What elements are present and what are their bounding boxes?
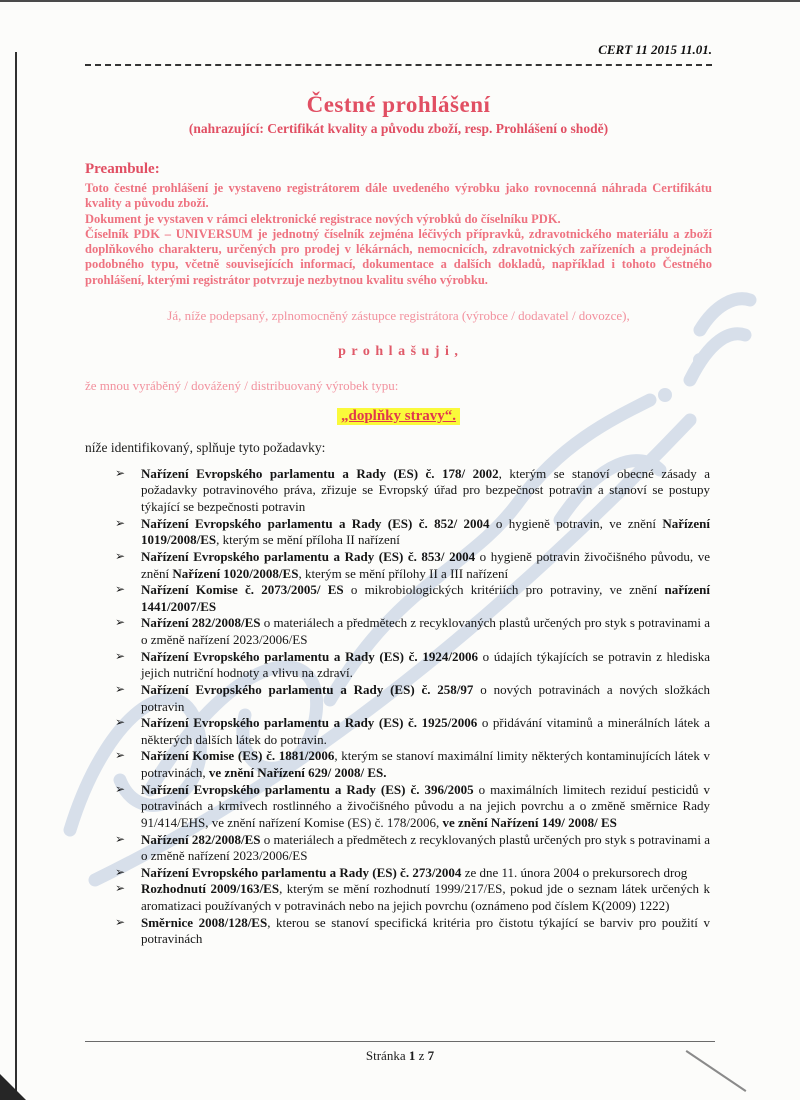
arrow-bullet-icon: ➢ [115,715,126,730]
arrow-bullet-icon: ➢ [115,465,126,480]
preamble-body [85,181,712,288]
requirement-item [115,649,710,682]
arrow-bullet-icon: ➢ [115,864,126,879]
preamble-paragraph: Číselník PDK – UNIVERSUM je jednotný číselník zejména léčivých přípravků, zdravotnického materiálu a zboží doplňkového charakteru, určených pro prodej v lékárnách, nemocnicích, zdravotnických zařízeních a prodejnách podobného typu, včetně souvisejících informací, dokumentace a dalších dokladů, například i tohoto Čestného prohlášení, kterými registrátor potvrzuje nezbytnou kvalitu svého výrobku. [85,226,712,287]
requirement-text: Nařízení Evropského parlamentu a Rady (ES) č. 1925/2006 o přidávání vitaminů a minerálních látek a některých dalších látek do potravin. [141,715,711,747]
arrow-bullet-icon: ➢ [115,681,126,696]
arrow-bullet-icon: ➢ [115,748,126,763]
arrow-bullet-icon: ➢ [115,515,126,530]
declaration-verb: p r o h l a š u j i , [338,343,459,359]
footer-label: Stránka [365,1048,409,1063]
arrow-bullet-icon: ➢ [115,831,126,846]
declaration-intro: Já, níže podepsaný, zplnomocněný zástupce registrátora (výrobce / dodavatel / dovozce), [167,307,630,323]
document-ref: CERT 11 2015 11.01. [598,42,712,57]
requirement-text: Nařízení Evropského parlamentu a Rady (ES) č. 1924/2006 o údajích týkajících se potravin z hlediska jejich nutriční hodnoty a vlivu na zdraví. [141,648,711,681]
preamble-heading: Preambule: [85,161,160,177]
requirements-list [85,466,712,948]
requirement-text: Nařízení 282/2008/ES o materiálech a předmětech z recyklovaných plastů určených pro styk s potravinami a o změně nařízení 2023/2006/ES [141,831,710,864]
requirement-text: Nařízení Evropského parlamentu a Rady (ES) č. 273/2004 ze dne 11. února 2004 o prekursorech drog [141,864,688,880]
requirement-item [115,549,710,582]
arrow-bullet-icon: ➢ [115,781,126,796]
header-rule [85,64,712,66]
requirement-text: Nařízení Evropského parlamentu a Rady (ES) č. 396/2005 o maximálních limitech reziduí pesticidů v potravinách a krmivech rostlinného a živočišného původu a na jejich povrchu a o změně směrnice Rady 91/414/EHS, ve znění nařízení Komise (ES) č. 178/2006, ve znění Nařízení 149/ 2008/ ES [141,781,711,830]
requirement-item [115,682,710,715]
requirements-intro: níže identifikovaný, splňuje tyto požadavky: [85,439,326,455]
requirement-text: Směrnice 2008/128/ES, kterou se stanoví specifická kritéria pro čistotu týkající se barviv pro použití v potravinách [141,914,710,947]
requirement-text: Rozhodnutí 2009/163/ES, kterým se mění rozhodnutí 1999/217/ES, pokud jde o seznam látek určených k aromatizaci používaných v potravinách nebo na jejich povrchu (oznámeno pod číslem K(2009) 1222) [141,881,710,913]
requirement-item [115,748,710,781]
footer-separator: z [415,1048,428,1063]
requirement-text: Nařízení Evropského parlamentu a Rady (ES) č. 258/97 o nových potravinách a nových složkách potravin [141,681,711,714]
product-type-line: že mnou vyráběný / dovážený / distribuovaný výrobek typu: [85,377,399,393]
document-subtitle: (nahrazující: Certifikát kvality a původu zboží, resp. Prohlášení o shodě) [188,121,609,136]
requirement-text: Nařízení Komise č. 2073/2005/ ES o mikrobiologických kritériích pro potraviny, ve znění nařízení 1441/2007/ES [141,582,710,614]
requirement-item [115,466,710,516]
requirement-text: Nařízení Komise (ES) č. 1881/2006, kterým se stanoví maximální limity některých kontaminujících látek v potravinách, ve znění Nařízení 629/ 2008/ ES. [141,748,710,780]
scan-corner-bottom-left [0,1074,26,1100]
preamble-section [85,161,712,288]
product-type-wrapper [85,407,712,425]
arrow-bullet-icon: ➢ [115,648,126,663]
requirement-item [115,865,710,882]
requirement-item [115,715,710,748]
requirement-item [115,915,710,948]
preamble-paragraph: Toto čestné prohlášení je vystaveno registrátorem dále uvedeného výrobku jako rovnocenná náhrada Certifikátu kvality a původu zboží. [85,181,712,211]
product-type-highlight: „doplňky stravy“. [337,408,460,425]
requirement-item [115,582,710,615]
arrow-bullet-icon: ➢ [115,914,126,929]
requirement-item [115,832,710,865]
page-footer [85,1041,715,1064]
requirement-item [115,516,710,549]
requirement-text: Nařízení Evropského parlamentu a Rady (ES) č. 852/ 2004 o hygieně potravin, ve znění Nařízení 1019/2008/ES, kterým se mění příloha II nařízení [141,515,710,548]
preamble-paragraph: Dokument je vystaven v rámci elektronické registrace nových výrobků do číselníku PDK. [85,211,561,226]
requirement-text: Nařízení Evropského parlamentu a Rady (ES) č. 853/ 2004 o hygieně potravin živočišného původu, ve znění Nařízení 1020/2008/ES, kterým se mění přílohy II a III nařízení [141,548,711,581]
requirement-item [115,881,710,914]
requirement-text: Nařízení 282/2008/ES o materiálech a předmětech z recyklovaných plastů určených pro styk s potravinami a o změně nařízení 2023/2006/ES [141,615,710,647]
arrow-bullet-icon: ➢ [115,615,126,630]
page-number [85,1048,715,1064]
arrow-bullet-icon: ➢ [115,548,126,563]
footer-total: 7 [427,1048,435,1063]
footer-page-num: 1 [408,1048,416,1063]
footer-rule [85,1041,715,1042]
requirement-text: Nařízení Evropského parlamentu a Rady (ES) č. 178/ 2002, kterým se stanoví obecné zásady a požadavky potravinového práva, zřizuje se Evropský úřad pro bezpečnost potravin a stanoví se postupy týkající se bezpečnosti potravin [141,465,711,514]
arrow-bullet-icon: ➢ [115,582,126,597]
arrow-bullet-icon: ➢ [115,881,126,896]
requirement-item [115,782,710,832]
requirement-item [115,615,710,648]
document-title: Čestné prohlášení [306,92,491,117]
